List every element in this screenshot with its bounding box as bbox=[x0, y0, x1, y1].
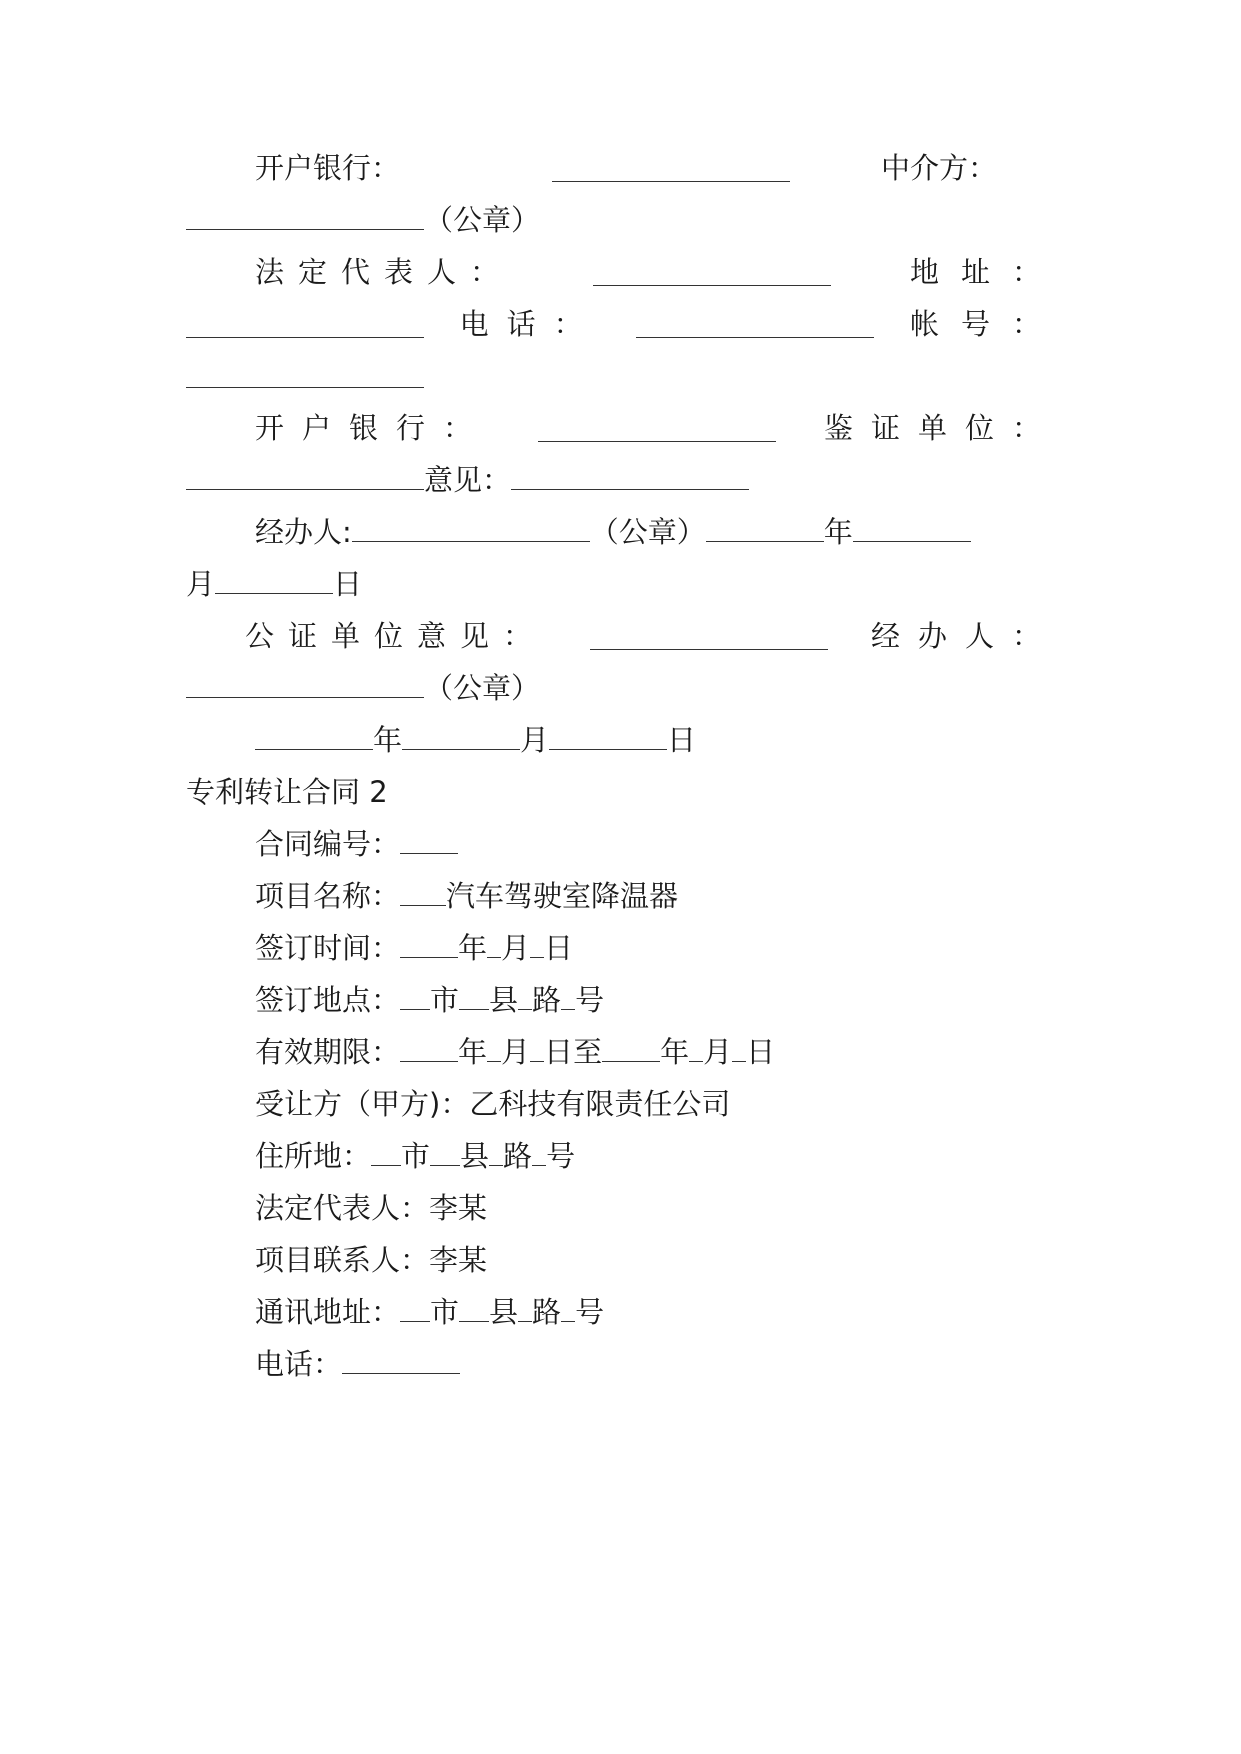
sp-road-blank bbox=[518, 983, 532, 1010]
m-no: 号 bbox=[575, 1295, 605, 1329]
n-month-label: 月 bbox=[520, 723, 550, 757]
phone-account-line bbox=[186, 302, 1063, 346]
month-label: 月 bbox=[186, 567, 216, 601]
intermediary-seal-line bbox=[186, 198, 1041, 242]
seal-label: （公章） bbox=[424, 203, 541, 237]
handler-seal-date-line bbox=[255, 510, 1041, 554]
r-no: 号 bbox=[546, 1139, 576, 1173]
m-city: 市 bbox=[430, 1295, 460, 1329]
bank-verify-line bbox=[255, 406, 1059, 450]
st-day: 日 bbox=[544, 931, 574, 965]
sign-time-label: 签订时间： bbox=[255, 931, 401, 965]
sp-city-blank bbox=[400, 983, 430, 1010]
contract-number-blank bbox=[400, 827, 458, 854]
r-city: 市 bbox=[401, 1139, 431, 1173]
v2-year: 年 bbox=[660, 1035, 690, 1069]
notary-line bbox=[245, 614, 1059, 658]
contact-row bbox=[255, 1238, 1041, 1282]
opinion-label: 意见： bbox=[424, 463, 512, 497]
year-blank bbox=[706, 515, 824, 542]
legal-rep-row bbox=[255, 1186, 1041, 1230]
verify-unit-label: 鉴证单位： bbox=[823, 411, 1059, 445]
intermediary-label: 中介方： bbox=[881, 151, 998, 185]
st-month: 月 bbox=[501, 931, 531, 965]
opinion-blank bbox=[511, 463, 749, 490]
sign-time-row bbox=[255, 926, 1041, 970]
st-year: 年 bbox=[458, 931, 488, 965]
valid-row bbox=[255, 1030, 1041, 1074]
notary-opinion-label: 公证单位意见： bbox=[245, 619, 547, 653]
project-blank bbox=[400, 879, 446, 906]
n-year-label: 年 bbox=[373, 723, 403, 757]
verify-opinion-line bbox=[186, 458, 1041, 502]
c-phone-label: 电话： bbox=[255, 1347, 343, 1381]
m-road: 路 bbox=[532, 1295, 562, 1329]
residence-label: 住所地： bbox=[255, 1139, 372, 1173]
m-county: 县 bbox=[489, 1295, 519, 1329]
intermediary-blank bbox=[186, 203, 424, 230]
legal-rep-label: 法定代表人： bbox=[255, 255, 514, 289]
contract-number-row bbox=[255, 822, 1041, 866]
year-label: 年 bbox=[823, 515, 853, 549]
st-day-blank bbox=[530, 931, 544, 958]
bank-label: 开户银行： bbox=[255, 151, 401, 185]
mail-row bbox=[255, 1290, 1041, 1334]
transferee-value: 乙科技有限责任公司 bbox=[469, 1087, 731, 1121]
c-legal-rep-value: 李某 bbox=[429, 1191, 488, 1225]
seal-label-2: （公章） bbox=[589, 515, 706, 549]
v2-day-blank bbox=[732, 1035, 746, 1062]
transferee-row bbox=[255, 1082, 1041, 1126]
sp-road: 路 bbox=[532, 983, 562, 1017]
m-road-blank bbox=[518, 1295, 532, 1322]
transferee-label: 受让方（甲方)： bbox=[255, 1087, 470, 1121]
st-year-blank bbox=[400, 931, 458, 958]
project-label: 项目名称： bbox=[255, 879, 401, 913]
month-day-line bbox=[186, 562, 1041, 606]
month-blank bbox=[853, 515, 971, 542]
v-year-blank bbox=[400, 1035, 458, 1062]
c-legal-rep-label: 法定代表人： bbox=[255, 1191, 430, 1225]
sp-no: 号 bbox=[575, 983, 605, 1017]
st-month-blank bbox=[487, 931, 501, 958]
v2-day: 日 bbox=[746, 1035, 776, 1069]
sp-county-blank bbox=[459, 983, 489, 1010]
v2-month: 月 bbox=[703, 1035, 733, 1069]
notary-seal-line bbox=[186, 666, 1041, 710]
phone-blank bbox=[636, 311, 874, 338]
day-blank bbox=[215, 567, 333, 594]
v-day: 日 bbox=[544, 1035, 574, 1069]
v-month-blank bbox=[487, 1035, 501, 1062]
bank-intermediary-line bbox=[255, 146, 1041, 190]
account-label: 帐号： bbox=[909, 307, 1063, 341]
sign-place-row bbox=[255, 978, 1041, 1022]
account-blank bbox=[186, 361, 424, 388]
m-city-blank bbox=[400, 1295, 430, 1322]
notary-blank bbox=[590, 623, 828, 650]
handler-label: 经办人: bbox=[255, 515, 352, 549]
sp-county: 县 bbox=[489, 983, 519, 1017]
phone-row bbox=[255, 1342, 1041, 1386]
r-road: 路 bbox=[503, 1139, 533, 1173]
r-no-blank bbox=[532, 1139, 546, 1166]
v2-year-blank bbox=[602, 1035, 660, 1062]
contract-number-label: 合同编号： bbox=[255, 827, 401, 861]
project-value: 汽车驾驶室降温器 bbox=[446, 879, 679, 913]
verify-unit-blank bbox=[186, 463, 424, 490]
v-month: 月 bbox=[501, 1035, 531, 1069]
r-road-blank bbox=[489, 1139, 503, 1166]
seal-label-3: （公章） bbox=[424, 671, 541, 705]
n-month-blank bbox=[402, 723, 520, 750]
n-year-blank bbox=[255, 723, 373, 750]
sp-no-blank bbox=[561, 983, 575, 1010]
sp-city: 市 bbox=[430, 983, 460, 1017]
phone-label: 电话： bbox=[459, 307, 601, 341]
legal-rep-address-line bbox=[255, 250, 1063, 294]
r-city-blank bbox=[371, 1139, 401, 1166]
v-day-blank bbox=[530, 1035, 544, 1062]
contact-label: 项目联系人： bbox=[255, 1243, 430, 1277]
n-day-label: 日 bbox=[667, 723, 697, 757]
c-phone-blank bbox=[342, 1347, 460, 1374]
v2-month-blank bbox=[689, 1035, 703, 1062]
mail-label: 通讯地址： bbox=[255, 1295, 401, 1329]
m-no-blank bbox=[561, 1295, 575, 1322]
residence-row bbox=[255, 1134, 1041, 1178]
valid-label: 有效期限： bbox=[255, 1035, 401, 1069]
legal-rep-blank bbox=[593, 259, 831, 286]
handler-label-2: 经办人： bbox=[870, 619, 1059, 653]
account-blank-line bbox=[186, 356, 1041, 400]
notary-date-line bbox=[255, 718, 1041, 762]
contract-title: 专利转让合同 2 bbox=[186, 775, 388, 809]
day-label: 日 bbox=[333, 567, 363, 601]
contact-value: 李某 bbox=[429, 1243, 488, 1277]
address-blank bbox=[186, 311, 424, 338]
r-county-blank bbox=[430, 1139, 460, 1166]
project-row bbox=[255, 874, 1041, 918]
r-county: 县 bbox=[460, 1139, 490, 1173]
v-year: 年 bbox=[458, 1035, 488, 1069]
bank-blank-2 bbox=[538, 415, 776, 442]
handler-blank bbox=[352, 515, 590, 542]
v-to: 至 bbox=[573, 1035, 603, 1069]
bank-label-2: 开户银行： bbox=[255, 411, 491, 445]
m-county-blank bbox=[459, 1295, 489, 1322]
sign-place-label: 签订地点： bbox=[255, 983, 401, 1017]
address-label: 地址： bbox=[909, 255, 1063, 289]
notary-handler-blank bbox=[186, 671, 424, 698]
bank-blank bbox=[552, 155, 790, 182]
n-day-blank bbox=[549, 723, 667, 750]
